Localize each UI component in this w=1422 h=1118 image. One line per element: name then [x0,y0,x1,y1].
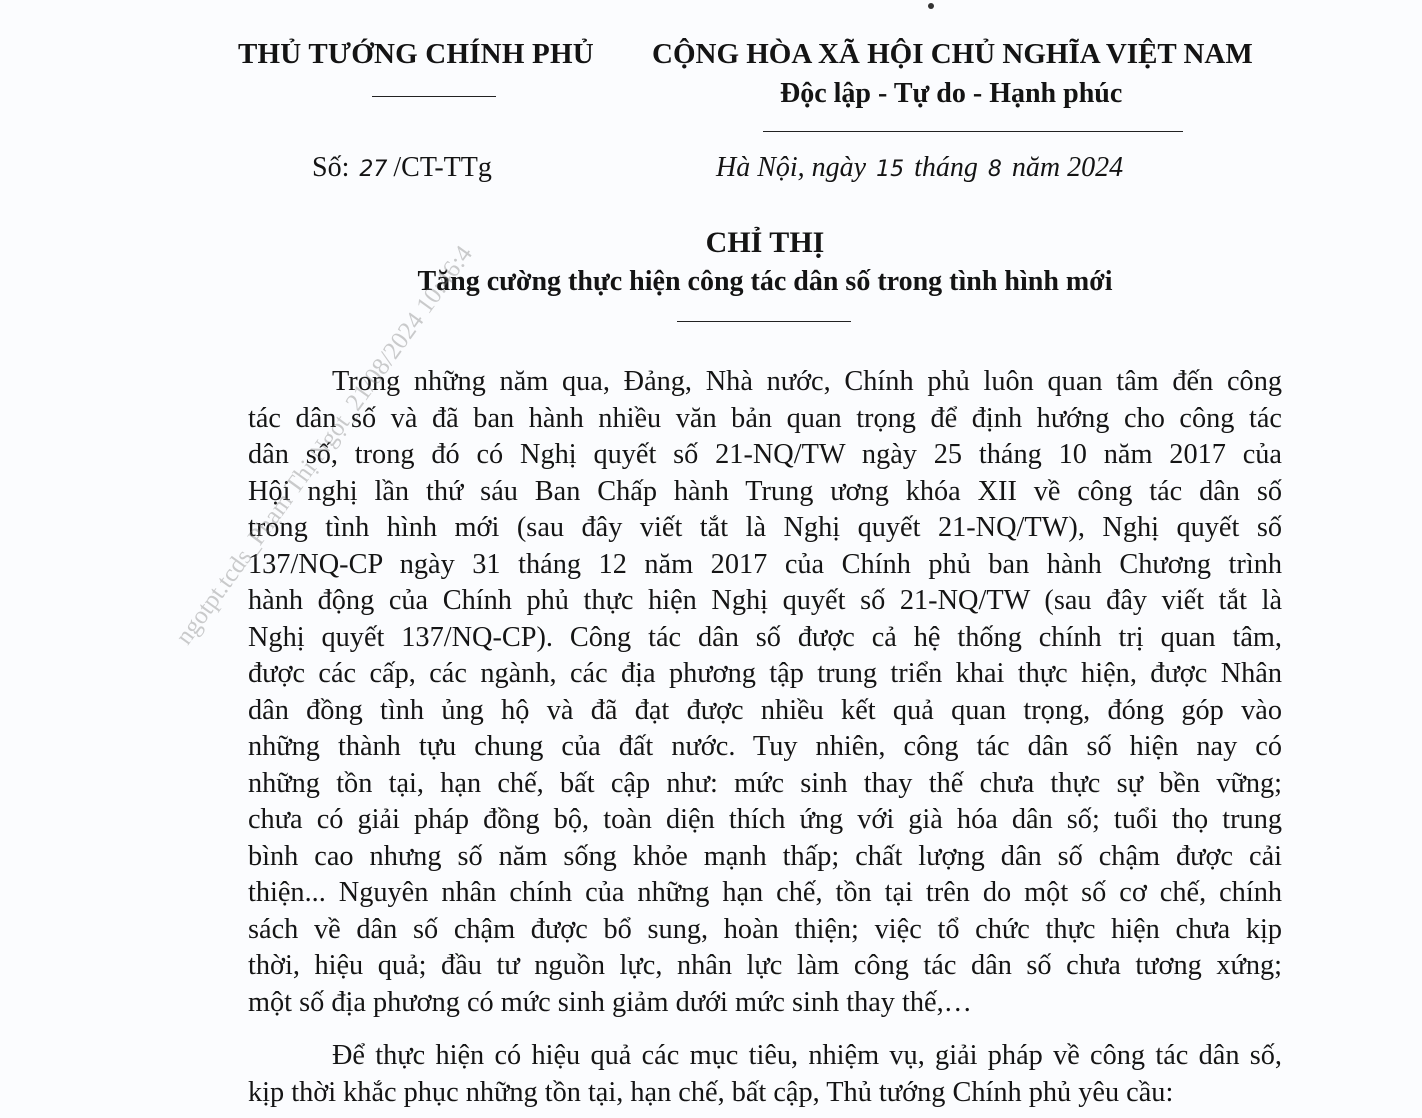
issuer-underline [372,96,496,97]
number-suffix: /CT-TTg [393,152,492,183]
motto-underline [763,131,1183,132]
national-motto: Độc lập - Tự do - Hạnh phúc [780,78,1123,109]
body-line: những thành tựu chung của đất nước. Tuy nhiên, công tác dân số hiện nay có [248,731,1282,762]
body-line: Hội nghị lần thứ sáu Ban Chấp hành Trung ương khóa XII về công tác dân số [248,475,1282,507]
body-line: kịp thời khắc phục những tồn tại, hạn chế, bất cập, Thủ tướng Chính phủ yêu cầu: [248,1076,1174,1108]
scan-speck [928,3,934,9]
document-body [248,364,1282,1111]
title-underline [677,321,851,322]
body-line: dân số, trong đó có Nghị quyết số 21-NQ/TW ngày 25 tháng 10 năm 2017 của [248,439,1282,470]
month-label: tháng [914,152,978,183]
handwritten-number: 27 [359,157,388,182]
place-and-date [716,152,1123,184]
body-line: bình cao nhưng số năm sống khỏe mạnh thấp; chất lượng dân số chậm được cải [248,840,1282,872]
body-line: hành động của Chính phủ thực hiện Nghị quyết số 21-NQ/TW (sau đây viết tắt là [248,585,1282,616]
handwritten-day: 15 [876,157,905,182]
paragraph-1 [248,364,1282,1021]
national-title: CỘNG HÒA XÃ HỘI CHỦ NGHĨA VIỆT NAM [652,38,1253,70]
body-line: thời, hiệu quả; đầu tư nguồn lực, nhân lực làm công tác dân số chưa tương xứng; [248,950,1282,981]
document-subject: Tăng cường thực hiện công tác dân số trong tình hình mới [417,266,1113,297]
body-line: một số địa phương có mức sinh giảm dưới mức sinh thay thế,… [248,986,972,1018]
body-line: dân đồng tình ủng hộ và đã đạt được nhiều kết quả quan trọng, đóng góp vào [248,694,1282,726]
number-label: Số: [312,152,350,183]
body-line: trong tình hình mới (sau đây viết tắt là Nghị quyết 21-NQ/TW), Nghị quyết số [248,512,1282,543]
body-line: thiện... Nguyên nhân chính của những hạn chế, tồn tại trên do một số cơ chế, chính [248,877,1282,908]
place-prefix: Hà Nội, ngày [716,152,867,183]
body-line: sách về dân số chậm được bổ sung, hoàn thiện; việc tổ chức thực hiện chưa kịp [248,913,1282,945]
digital-watermark: ngotpt.tcds_Phạm Thị Ngọt_21/08/2024 10:46:4 [170,240,478,650]
paragraph-2 [248,1038,1282,1111]
issuing-authority: THỦ TƯỚNG CHÍNH PHỦ [238,38,594,70]
body-line: Để thực hiện có hiệu quả các mục tiêu, nhiệm vụ, giải pháp về công tác dân số, [332,1040,1282,1071]
year-label: năm 2024 [1011,152,1124,183]
handwritten-month: 8 [987,157,1002,182]
document-number [312,152,492,184]
body-line: tác dân số và đã ban hành nhiều văn bản quan trọng để định hướng cho công tác [248,402,1282,434]
document-type: CHỈ THỊ [705,226,825,259]
body-line: được các cấp, các ngành, các địa phương tập trung triển khai thực hiện, được Nhân [248,658,1282,689]
body-line: những tồn tại, hạn chế, bất cập như: mức sinh thay thế chưa thực sự bền vững; [248,767,1282,799]
body-line: Trong những năm qua, Đảng, Nhà nước, Chính phủ luôn quan tâm đến công [332,366,1282,397]
body-line: Nghị quyết 137/NQ-CP). Công tác dân số được cả hệ thống chính trị quan tâm, [248,621,1282,653]
body-line: 137/NQ-CP ngày 31 tháng 12 năm 2017 của Chính phủ ban hành Chương trình [248,548,1282,580]
body-line: chưa có giải pháp đồng bộ, toàn diện thích ứng với già hóa dân số; tuổi thọ trung [248,804,1282,835]
